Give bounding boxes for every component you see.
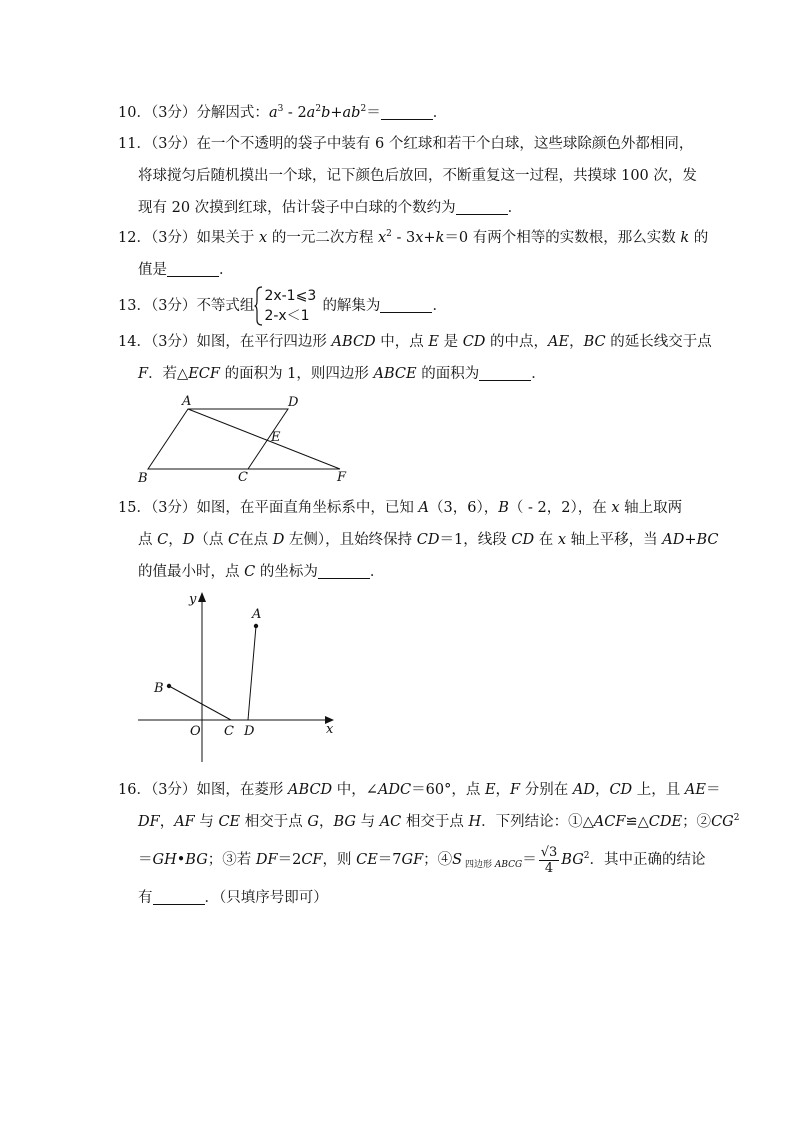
inequality-row-2: 2-x＜1 bbox=[264, 308, 310, 324]
label-o: O bbox=[190, 724, 201, 739]
question-10: 10．（3分）分解因式：$a^3 - 2a^2b+ab^2=$ ． bbox=[118, 104, 448, 121]
question-number: 11． bbox=[118, 136, 151, 152]
question-number: 10． bbox=[118, 105, 151, 121]
question-number: 12． bbox=[118, 230, 151, 246]
label-c: C bbox=[238, 470, 248, 485]
answer-blank[interactable] bbox=[153, 888, 205, 905]
label-b: B bbox=[138, 471, 148, 486]
label-a: A bbox=[252, 607, 262, 622]
question-score: （3分） bbox=[150, 500, 197, 516]
left-brace-icon bbox=[254, 286, 264, 326]
line-af bbox=[188, 409, 340, 469]
answer-blank[interactable] bbox=[381, 103, 433, 120]
question-12: 12．（3分）如果关于 x 的一元二次方程 $x^2 - 3x+k=0$ 有两个相等的实数根，那么实数 k 的 值是 ． bbox=[118, 229, 709, 278]
segment-ad bbox=[248, 626, 256, 720]
question-score: （3分） bbox=[150, 105, 197, 121]
label-d: D bbox=[288, 395, 299, 410]
label-y: y bbox=[189, 592, 197, 607]
answer-blank[interactable] bbox=[167, 260, 219, 277]
question-15: 15．（3分）如图，在平面直角坐标系中，已知 A（3，6），B（ - 2，2），在 x 轴上取两 点 C，D（点 C在点 D 左侧），且始终保持 CD＝1，线段 CD 在 x 轴上平移，当 AD+BC 的值最小时，点 C 的坐标为 ． bbox=[118, 500, 719, 580]
coordinate-figure bbox=[130, 586, 350, 766]
answer-blank[interactable] bbox=[380, 296, 432, 313]
label-f: F bbox=[337, 470, 347, 485]
question-score: （3分） bbox=[150, 230, 197, 246]
label-x: x bbox=[326, 722, 334, 737]
question-score: （3分） bbox=[150, 334, 197, 350]
inequality-row-1: 2x-1⩽3 bbox=[264, 288, 317, 304]
answer-blank[interactable] bbox=[479, 364, 531, 381]
question-number: 13． bbox=[118, 298, 151, 314]
question-score: （3分） bbox=[150, 298, 197, 314]
label-b: B bbox=[154, 681, 164, 696]
point-b bbox=[167, 684, 171, 688]
question-score: （3分） bbox=[150, 136, 197, 152]
question-16: 16．（3分）如图，在菱形 ABCD 中，∠ADC＝60°，点 E，F 分别在 AD，CD 上，且 AE＝ DF，AF 与 CE 相交于点 G，BG 与 AC 相交于点 H．下列结论：①△ACF≌△CDE；$②CG^2$ ＝GH•BG；③若 DF＝2CF，则 CE＝7GF；④S $_{四边形}$ $_{ABCG}$＝ $\frac{√3}{4}$ $BG^2$．其中正确的结论 有 ．（只填序号即可） bbox=[118, 782, 740, 906]
question-number: 15． bbox=[118, 500, 151, 516]
label-d: D bbox=[244, 724, 255, 739]
fraction: $\frac{√3}{4}$ bbox=[540, 844, 558, 876]
parallelogram-abcd bbox=[148, 409, 288, 469]
segment-bc bbox=[169, 686, 231, 720]
label-e: E bbox=[271, 430, 281, 445]
inequality-system bbox=[254, 286, 320, 326]
question-score: （3分） bbox=[150, 782, 197, 798]
parallelogram-figure bbox=[130, 392, 360, 487]
point-a bbox=[254, 624, 258, 628]
y-axis-arrow-icon bbox=[198, 592, 206, 602]
question-11: 11．（3分）在一个不透明的袋子中装有 6 个红球和若干个白球，这些球除颜色外都相同， 将球搅匀后随机摸出一个球，记下颜色后放回，不断重复这一过程，共摸球 100 次，发 现有 20 次摸到红球，估计袋子中白球的个数约为 ． bbox=[118, 136, 697, 216]
answer-blank[interactable] bbox=[456, 198, 508, 215]
label-c: C bbox=[224, 724, 234, 739]
answer-blank[interactable] bbox=[318, 562, 370, 579]
question-number: 16． bbox=[118, 782, 151, 798]
question-13: 13．（3分）不等式组 2x-1⩽3 2-x＜1 的解集为 ． bbox=[118, 288, 447, 324]
question-number: 14． bbox=[118, 334, 151, 350]
question-14: 14．（3分）如图，在平行四边形 ABCD 中，点 E 是 CD 的中点，AE，BC 的延长线交于点 F．若△ECF 的面积为 1，则四边形 ABCE 的面积为 ． bbox=[118, 334, 712, 382]
label-a: A bbox=[182, 394, 192, 409]
